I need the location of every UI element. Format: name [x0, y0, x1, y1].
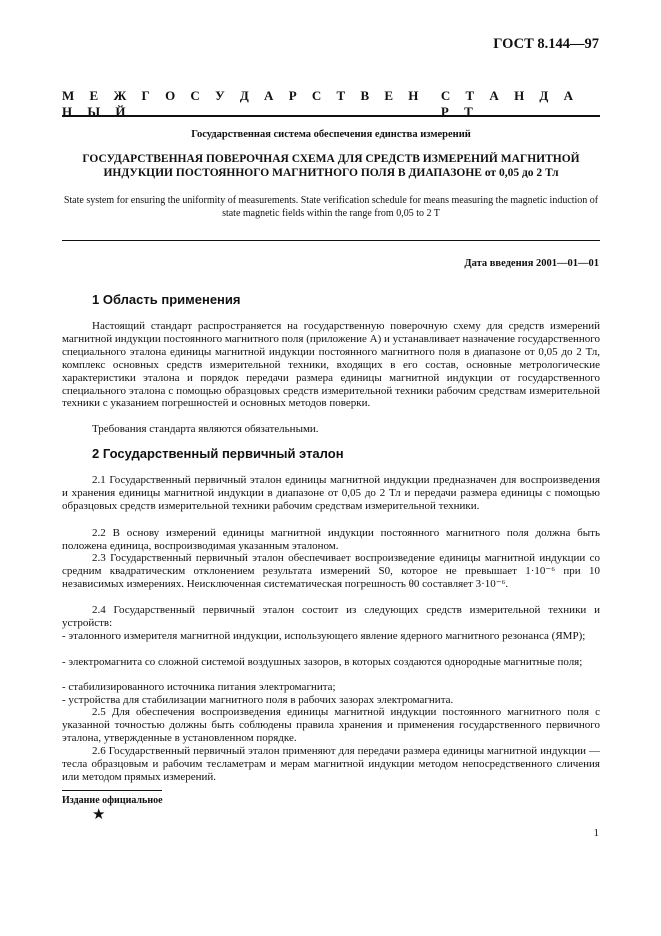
star-icon: ★ [92, 807, 106, 823]
clause-2-4-text: 2.4 Государственный первичный эталон состоит из следующих средств измерительной техники и устройств: [62, 604, 600, 629]
clause-2-4-list-item: - эталонного измерителя магнитной индукции, использующего явление ядерного магнитного резонанса (ЯМР); [62, 630, 586, 642]
system-title: Государственная система обеспечения единства измерений [191, 129, 471, 140]
clause-2-3-text: 2.3 Государственный первичный эталон обеспечивает воспроизведение единицы магнитной индукции со средним квадратическим отклонением результата измерений S0, которое не превышает 1·10⁻⁶ при 10 независимых измерениях. Неисключенная систематическая погрешность θ0 составляет 3·10⁻⁶. [62, 552, 600, 590]
section-1-paragraph-2 [62, 423, 600, 436]
clause-2-2-text: 2.2 В основу измерений единицы магнитной индукции постоянного магнитного поля должна быть положена единица, воспроизводимая указанным эталоном. [62, 527, 600, 552]
section-1-paragraph-1 [62, 320, 600, 410]
main-title: ГОСУДАРСТВЕННАЯ ПОВЕРОЧНАЯ СХЕМА ДЛЯ СРЕДСТВ ИЗМЕРЕНИЙ МАГНИТНОЙ ИНДУКЦИИ ПОСТОЯННОГО МАГНИТНОГО ПОЛЯ В ДИАПАЗОНЕ от 0,05 до 2 Тл [82, 153, 580, 179]
official-edition-label: Издание официальное [62, 795, 163, 806]
clause-2-1-text: 2.1 Государственный первичный эталон единицы магнитной индукции предназначен для воспроизведения и хранения единицы магнитной индукции в диапазоне от 0,05 до 2 Тл и передачи размера единицы с помощью образцовых средств измерительной техники рабочим средствам измерительной техники. [62, 474, 600, 512]
clause-2-4-list-item: - стабилизированного источника питания электромагнита; [62, 681, 336, 693]
section-1-paragraph-2-text: Требования стандарта являются обязательными. [92, 423, 319, 435]
section-2-heading: 2 Государственный первичный эталон [92, 446, 344, 461]
section-1-heading: 1 Область применения [92, 292, 241, 307]
page-number: 1 [593, 827, 599, 839]
introduction-date: Дата введения 2001—01—01 [464, 258, 599, 269]
banner-word-1: М Е Ж Г О С У Д А Р С Т В Е Н Н Ы Й [62, 88, 425, 119]
banner-word-2: С Т А Н Д А Р Т [440, 88, 580, 119]
clause-2-6 [62, 745, 600, 784]
footer-rule [62, 790, 162, 791]
clause-2-2 [62, 527, 600, 553]
clause-2-6-text: 2.6 Государственный первичный эталон применяют для передачи размера единицы магнитной индукции — тесла образцовым и рабочим тесламетрам и мерам магнитной индукции методом непосредственного сличения или методом прямых измерений. [62, 745, 600, 783]
clause-2-5 [62, 706, 600, 745]
title-rule [62, 240, 600, 241]
standard-code: ГОСТ 8.144—97 [493, 36, 599, 52]
section-1-paragraph-1-text: Настоящий стандарт распространяется на государственную поверочную схему для средств измерений магнитной индукции постоянного магнитного поля (приложение А) и устанавливает назначение государственного специального эталона единицы магнитной индукции постоянного магнитного поля в диапазоне от 0,05 до 2 Тл, комплекс основных средств измерительной техники, входящих в его состав, основные метрологические характеристики эталона и порядок передачи размера единицы магнитной индукции от государственного специального эталона с помощью образцовых средств измерительной техники рабочим средствам измерительной техники с указанием погрешностей и основных методов поверки. [62, 320, 600, 410]
clause-2-4 [62, 604, 600, 630]
top-rule [62, 115, 600, 117]
clause-2-1 [62, 474, 600, 513]
clause-2-4-list-item: - электромагнита со сложной системой воздушных зазоров, в которых создаются однородные магнитные поля; [62, 656, 583, 668]
clause-2-4-list-item: - устройства для стабилизации магнитного поля в рабочих зазорах электромагнита. [62, 694, 454, 706]
clause-2-5-text: 2.5 Для обеспечения воспроизведения единицы магнитной индукции постоянного магнитного поля с указанной точностью должны быть соблюдены правила хранения и применения государственного первичного эталона, утвержденные в установленном порядке. [62, 706, 600, 744]
clause-2-3 [62, 552, 600, 591]
english-title: State system for ensuring the uniformity of measurements. State verification schedule for means measuring the magnetic induction of state magnetic fields within the range from 0,05 to 2 T [63, 195, 599, 219]
